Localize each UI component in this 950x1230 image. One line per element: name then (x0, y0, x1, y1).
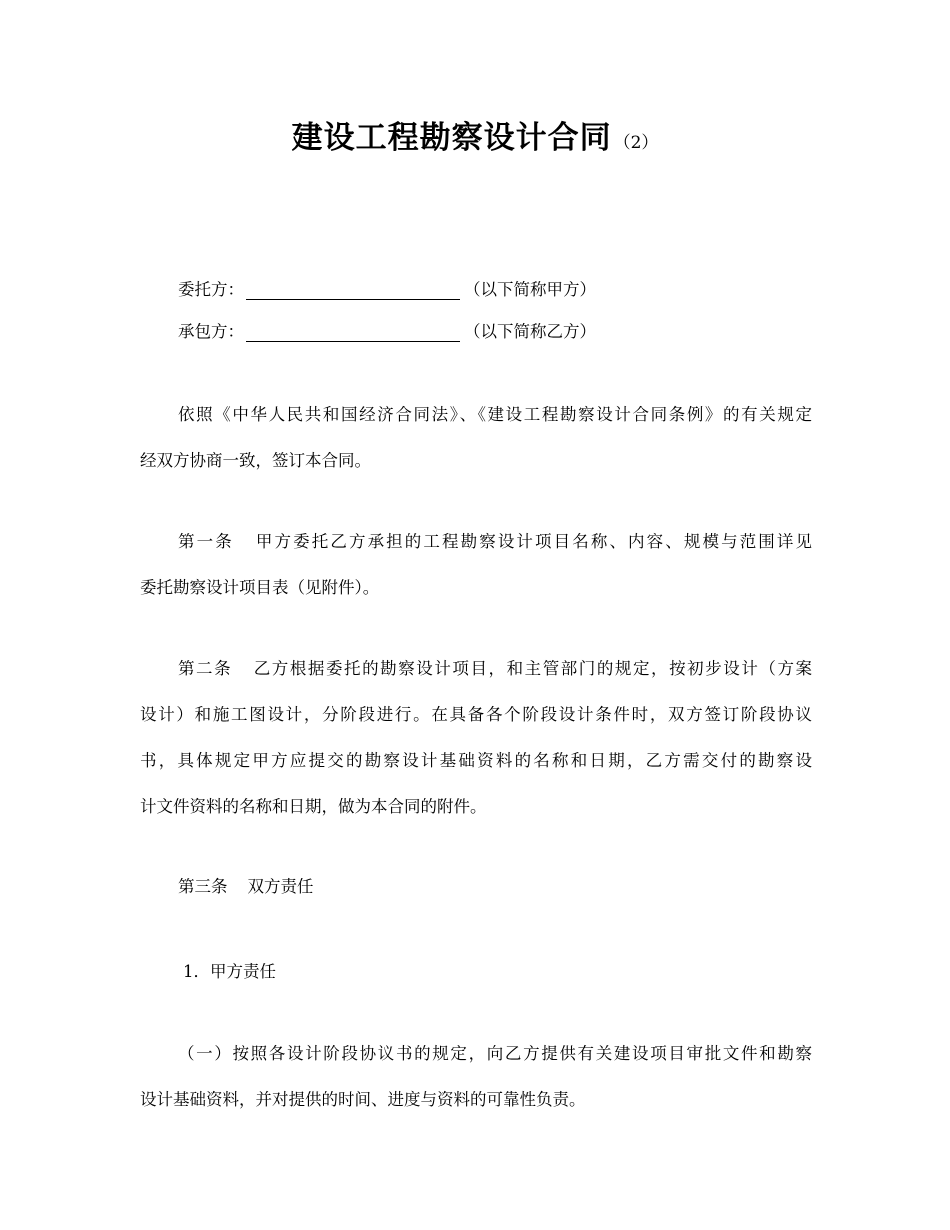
item-1-line-1: （一）按照各设计阶段协议书的规定，向乙方提供有关建设项目审批文件和勘察 (178, 1044, 812, 1063)
intro-line-1: 依照《中华人民共和国经济合同法》、《建设工程勘察设计合同条例》的有关规定 (178, 405, 812, 424)
article-3-text: 双方责任 (247, 877, 314, 896)
party-client-line (178, 276, 596, 300)
article-2-line-2: 设计）和施工图设计，分阶段进行。在具备各个阶段设计条件时，双方签订阶段协议 (140, 705, 812, 724)
item-1-line-2: 设计基础资料，并对提供的时间、进度与资料的可靠性负责。 (140, 1090, 586, 1109)
article-2-line-4: 计文件资料的名称和日期，做为本合同的附件。 (140, 797, 487, 816)
party-contractor-label: 承包方： (178, 322, 244, 341)
article-1-heading: 第一条 (178, 532, 234, 551)
title-main: 建设工程勘察设计合同 (291, 120, 612, 156)
article-3-heading: 第三条 (178, 877, 228, 896)
document-title (0, 112, 950, 157)
party-contractor-line (178, 318, 596, 342)
article-3-line (178, 873, 314, 897)
section-1-heading: 1．甲方责任 (183, 962, 276, 981)
article-2-paragraph (140, 646, 812, 830)
article-1-line-1 (140, 519, 812, 565)
title-suffix: （2） (613, 133, 659, 153)
article-1-line-2: 委托勘察设计项目表（见附件）。 (140, 578, 380, 597)
article-2-heading: 第二条 (178, 659, 233, 678)
party-client-blank (246, 281, 460, 300)
intro-line-2: 经双方协商一致，签订本合同。 (140, 451, 371, 470)
article-1-text: 甲方委托乙方承担的工程勘察设计项目名称、内容、规模与范围详见 (253, 532, 813, 551)
article-2-line-1 (140, 646, 812, 692)
intro-paragraph (140, 392, 812, 484)
article-2-text: 乙方根据委托的勘察设计项目，和主管部门的规定，按初步设计（方案 (252, 659, 813, 678)
party-client-label: 委托方： (178, 280, 244, 299)
party-contractor-note: （以下简称乙方） (464, 322, 596, 341)
party-client-note: （以下简称甲方） (464, 280, 596, 299)
article-2-line-3: 书，具体规定甲方应提交的勘察设计基础资料的名称和日期，乙方需交付的勘察设 (140, 751, 812, 770)
item-1-paragraph (140, 1031, 812, 1123)
party-contractor-blank (246, 323, 460, 342)
article-1-paragraph (140, 519, 812, 611)
